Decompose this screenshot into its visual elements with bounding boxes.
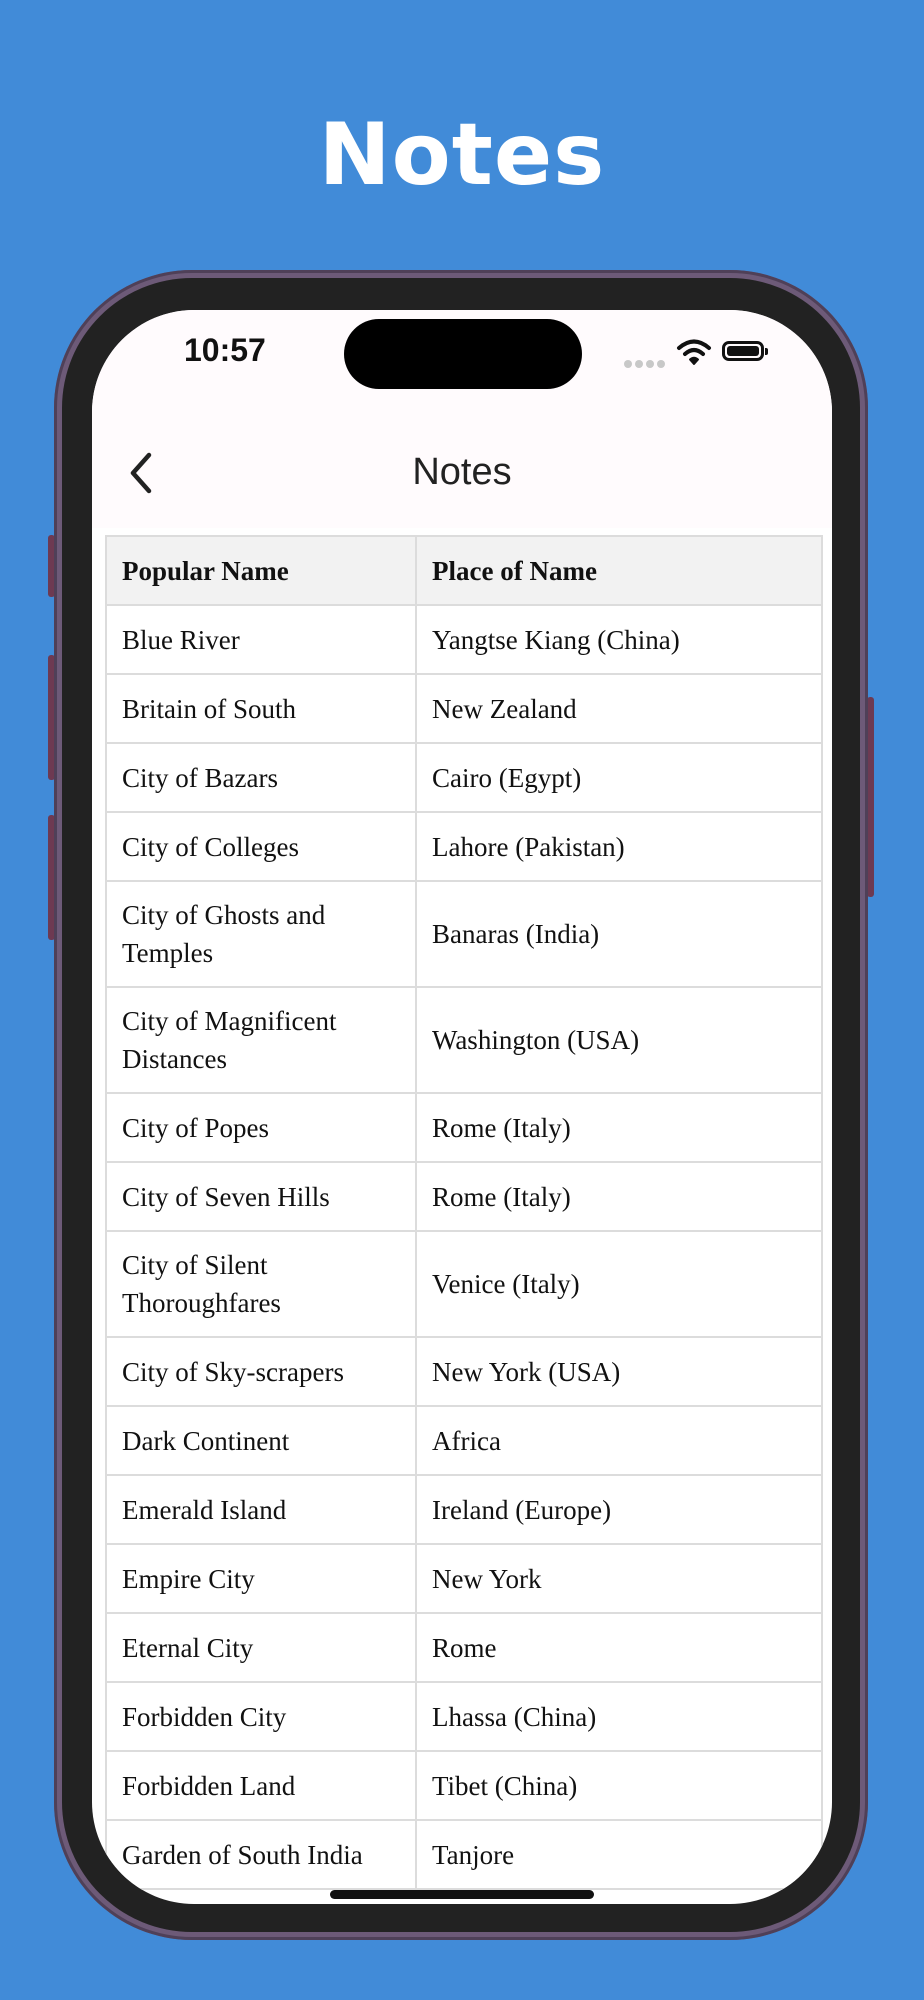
place-cell: Yangtse Kiang (China) <box>416 605 822 674</box>
status-time: 10:57 <box>184 332 266 368</box>
table-row <box>106 812 822 881</box>
dynamic-island <box>344 319 582 389</box>
table-row <box>106 881 822 987</box>
table-row <box>106 1231 822 1337</box>
place-cell: New York <box>416 1544 822 1613</box>
wifi-icon <box>676 338 712 366</box>
popular-name-cell: City of Seven Hills <box>106 1162 416 1231</box>
table-row <box>106 1337 822 1406</box>
notes-table-container <box>105 535 821 1890</box>
table-row <box>106 1162 822 1231</box>
popular-name-cell: Garden of South India <box>106 1820 416 1889</box>
table-row <box>106 1406 822 1475</box>
place-cell: Rome <box>416 1613 822 1682</box>
place-cell: New Zealand <box>416 674 822 743</box>
home-indicator[interactable] <box>330 1890 594 1899</box>
table-row <box>106 1682 822 1751</box>
table-header-row <box>106 536 822 605</box>
place-cell: New York (USA) <box>416 1337 822 1406</box>
place-cell: Ireland (Europe) <box>416 1475 822 1544</box>
place-cell: Washington (USA) <box>416 987 822 1093</box>
popular-name-cell: City of Ghosts and Temples <box>106 881 416 987</box>
place-cell: Rome (Italy) <box>416 1162 822 1231</box>
popular-name-cell: City of Popes <box>106 1093 416 1162</box>
place-cell: Africa <box>416 1406 822 1475</box>
table-row <box>106 1093 822 1162</box>
power-button <box>867 697 874 897</box>
popular-name-cell: City of Sky-scrapers <box>106 1337 416 1406</box>
promo-title: Notes <box>318 105 606 205</box>
place-cell: Venice (Italy) <box>416 1231 822 1337</box>
place-cell: Banaras (India) <box>416 881 822 987</box>
popular-name-cell: Emerald Island <box>106 1475 416 1544</box>
table-row <box>106 987 822 1093</box>
place-cell: Lhassa (China) <box>416 1682 822 1751</box>
status-bar <box>92 310 832 420</box>
popular-name-cell: City of Bazars <box>106 743 416 812</box>
popular-name-cell: City of Silent Thoroughfares <box>106 1231 416 1337</box>
table-row <box>106 1475 822 1544</box>
header-popular-name: Popular Name <box>106 536 416 605</box>
navigation-bar <box>92 420 832 528</box>
popular-name-cell: City of Magnificent Distances <box>106 987 416 1093</box>
table-row <box>106 1613 822 1682</box>
popular-name-cell: Eternal City <box>106 1613 416 1682</box>
nav-title: Notes <box>412 451 512 493</box>
table-row <box>106 674 822 743</box>
table-row <box>106 1751 822 1820</box>
notes-table <box>105 535 823 1890</box>
popular-name-cell: Forbidden City <box>106 1682 416 1751</box>
place-cell: Lahore (Pakistan) <box>416 812 822 881</box>
battery-icon <box>722 341 764 361</box>
popular-name-cell: City of Colleges <box>106 812 416 881</box>
table-row <box>106 1820 822 1889</box>
table-row <box>106 743 822 812</box>
phone-screen <box>92 310 832 1904</box>
header-place-of-name: Place of Name <box>416 536 822 605</box>
place-cell: Tibet (China) <box>416 1751 822 1820</box>
table-row <box>106 1544 822 1613</box>
popular-name-cell: Britain of South <box>106 674 416 743</box>
popular-name-cell: Blue River <box>106 605 416 674</box>
popular-name-cell: Dark Continent <box>106 1406 416 1475</box>
table-row <box>106 605 822 674</box>
popular-name-cell: Empire City <box>106 1544 416 1613</box>
place-cell: Cairo (Egypt) <box>416 743 822 812</box>
popular-name-cell: Forbidden Land <box>106 1751 416 1820</box>
place-cell: Tanjore <box>416 1820 822 1889</box>
signal-dots-icon <box>624 355 668 373</box>
place-cell: Rome (Italy) <box>416 1093 822 1162</box>
